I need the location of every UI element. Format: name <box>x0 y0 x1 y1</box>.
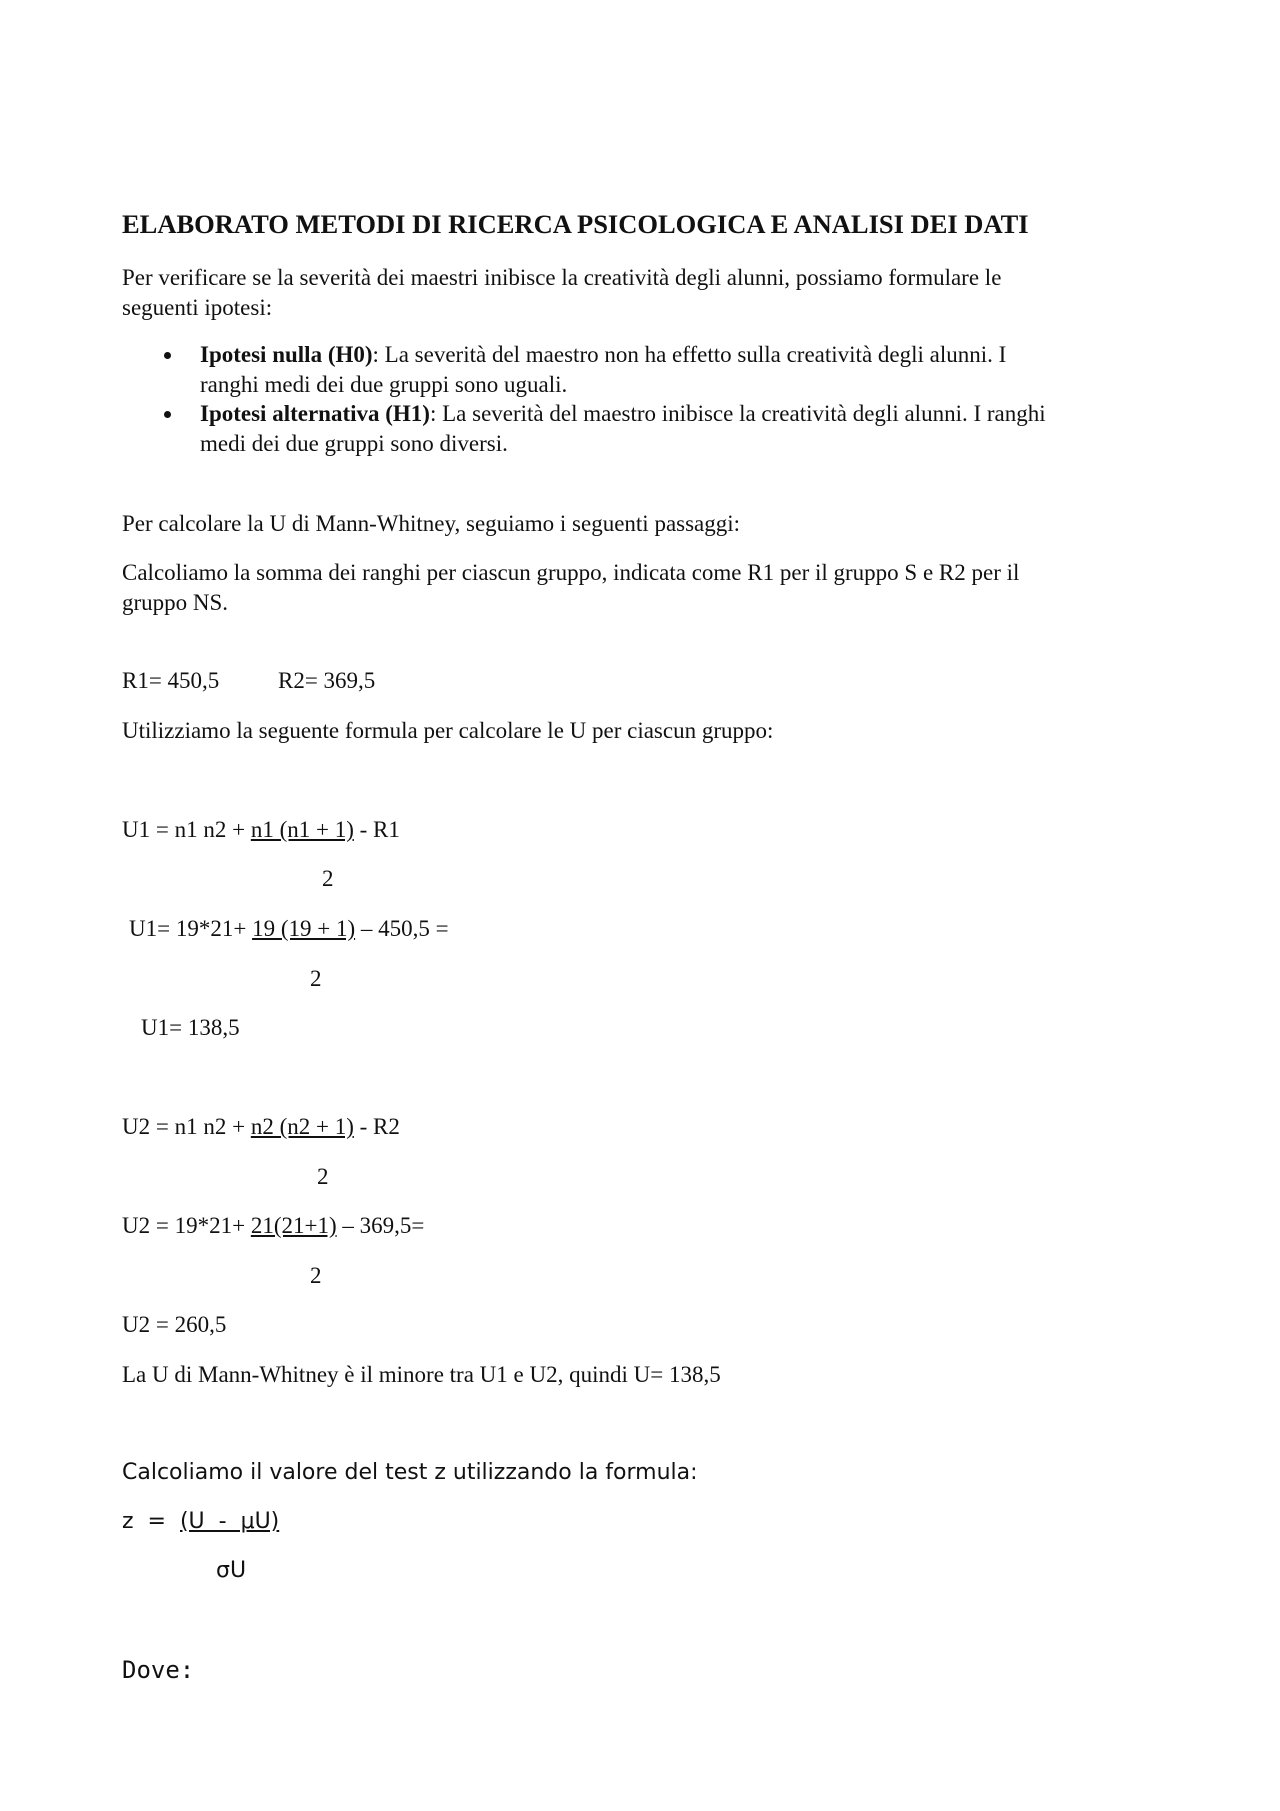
hypothesis-null-text: : La severità del maestro non ha effetto sulla creatività degli alunni. I <box>372 342 1007 367</box>
z-intro: Calcoliamo il valore del test z utilizzando la formula: <box>122 1460 698 1485</box>
u1-calc-prefix: U1= 19*21+ <box>129 916 253 941</box>
u1-calc-denominator: 2 <box>310 966 322 991</box>
hypothesis-null-line-2: ranghi medi dei due gruppi sono uguali. <box>200 372 568 397</box>
hypothesis-null-line-1 <box>200 340 1006 370</box>
steps-intro: Per calcolare la U di Mann-Whitney, seguiamo i seguenti passaggi: <box>122 511 741 536</box>
r1-value: R1= 450,5 <box>122 668 220 693</box>
u2-calc-prefix: U2 = 19*21+ <box>122 1213 251 1238</box>
r2-value: R2= 369,5 <box>278 668 376 693</box>
z-formula <box>122 1507 279 1537</box>
u2-calc-numerator: 21(21+1) <box>250 1213 337 1238</box>
conclusion: La U di Mann-Whitney è il minore tra U1 e U2, quindi U= 138,5 <box>122 1362 721 1387</box>
z-formula-lhs: z = <box>122 1509 180 1534</box>
z-formula-numerator: (U - μU) <box>179 1509 280 1534</box>
intro-line-1: Per verificare se la severità dei maestri inibisce la creatività degli alunni, possiamo formulare le <box>122 265 1002 290</box>
u2-calculation <box>122 1211 424 1241</box>
u2-formula-suffix: - R2 <box>353 1114 400 1139</box>
u1-formula <box>122 815 400 845</box>
u2-formula-numerator: n2 (n2 + 1) <box>250 1114 354 1139</box>
bullet-dot <box>164 352 171 359</box>
u1-formula-denominator: 2 <box>322 866 334 891</box>
u1-calc-suffix: – 450,5 = <box>355 916 449 941</box>
u1-calculation <box>129 914 449 944</box>
u2-formula-prefix: U2 = n1 n2 + <box>122 1114 251 1139</box>
ranks-sum-line-1: Calcoliamo la somma dei ranghi per ciascun gruppo, indicata come R1 per il gruppo S e R2 per il <box>122 560 1020 585</box>
u2-result: U2 = 260,5 <box>122 1312 227 1337</box>
u2-calc-suffix: – 369,5= <box>336 1213 425 1238</box>
hypothesis-alt-label: Ipotesi alternativa (H1) <box>200 401 430 426</box>
where-label: Dove: <box>122 1656 195 1684</box>
u1-formula-suffix: - R1 <box>353 817 400 842</box>
ranks-sum-line-2: gruppo NS. <box>122 590 229 615</box>
u2-formula <box>122 1112 400 1142</box>
u1-calc-numerator: 19 (19 + 1) <box>252 916 356 941</box>
z-formula-denominator: σU <box>216 1558 247 1583</box>
hypothesis-alt-text: : La severità del maestro inibisce la creatività degli alunni. I ranghi <box>429 401 1046 426</box>
hypothesis-alt-line-1 <box>200 399 1046 429</box>
u2-calc-denominator: 2 <box>310 1263 322 1288</box>
bullet-dot <box>164 411 171 418</box>
document-title: ELABORATO METODI DI RICERCA PSICOLOGICA E ANALISI DEI DATI <box>122 209 1029 239</box>
intro-line-2: seguenti ipotesi: <box>122 295 273 320</box>
u1-result: U1= 138,5 <box>141 1015 240 1040</box>
u1-formula-prefix: U1 = n1 n2 + <box>122 817 251 842</box>
hypothesis-alt-line-2: medi dei due gruppi sono diversi. <box>200 431 508 456</box>
u1-formula-numerator: n1 (n1 + 1) <box>250 817 354 842</box>
hypothesis-null-label: Ipotesi nulla (H0) <box>200 342 373 367</box>
formula-intro: Utilizziamo la seguente formula per calcolare le U per ciascun gruppo: <box>122 718 774 743</box>
u2-formula-denominator: 2 <box>317 1164 329 1189</box>
